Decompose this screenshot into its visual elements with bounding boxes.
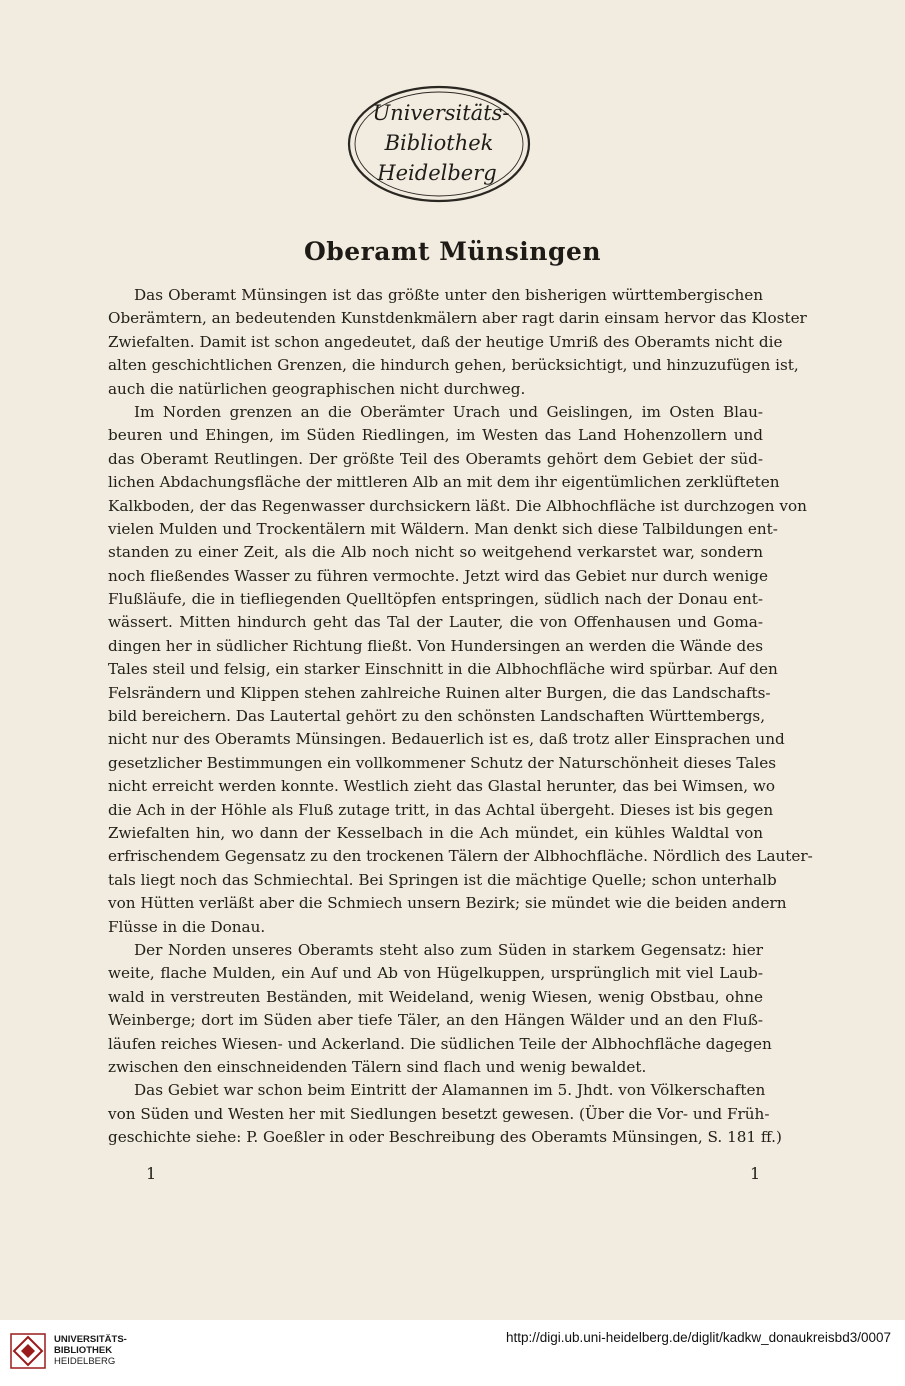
text-line: Zwiefalten hin, wo dann der Kesselbach in die Ach mündet, ein kühles Waldtal von <box>108 823 763 842</box>
text-line: die Ach in der Höhle als Fluß zutage tritt, in das Achtal übergeht. Dieses ist bis gegen <box>108 800 774 819</box>
stamp-line-1: Universitäts- <box>372 101 510 125</box>
library-logo-text[interactable] <box>54 1334 127 1367</box>
text-line: Flußläufe, die in tiefliegenden Quelltöpfen entspringen, südlich nach der Donau ent- <box>108 590 763 609</box>
text-line: Kalkboden, der das Regenwasser durchsickern läßt. Die Albhochfläche ist durchzogen von <box>108 496 807 515</box>
text-line: beuren und Ehingen, im Süden Riedlingen, im Westen das Land Hohenzollern und <box>108 426 763 445</box>
page-title: Oberamt Münsingen <box>303 237 602 266</box>
stamp-line-3: Heidelberg <box>377 161 497 185</box>
text-line: auch die natürlichen geographischen nicht durchweg. <box>108 379 526 398</box>
text-line: gesetzlicher Bestimmungen ein vollkommener Schutz der Naturschönheit dieses Tales <box>108 753 777 772</box>
body-text <box>108 284 813 1149</box>
stamp-line-2: Bibliothek <box>384 131 494 155</box>
text-line: das Oberamt Reutlingen. Der größte Teil des Oberamts gehört dem Gebiet der süd- <box>108 449 763 468</box>
page-number-left: 1 <box>146 1164 157 1183</box>
text-line: lichen Abdachungsfläche der mittleren Alb an mit dem ihr eigentümlichen zerklüfteten <box>108 473 780 492</box>
text-line: Weinberge; dort im Süden aber tiefe Täler, an den Hängen Wälder und an den Fluß- <box>108 1011 763 1030</box>
text-line: Der Norden unseres Oberamts steht also zum Süden in starkem Gegensatz: hier <box>134 940 763 959</box>
text-line: geschichte siehe: P. Goeßler in oder Beschreibung des Oberamts Münsingen, S. 181 ff.) <box>108 1128 782 1147</box>
text-line: nicht nur des Oberamts Münsingen. Bedauerlich ist es, daß trotz aller Einsprachen und <box>108 730 785 749</box>
text-line: Oberämtern, an bedeutenden Kunstdenkmälern aber ragt darin einsam hervor das Kloster <box>108 309 807 328</box>
text-line: wässert. Mitten hindurch geht das Tal der Lauter, die von Offenhausen und Goma- <box>108 613 763 632</box>
text-line: vielen Mulden und Trockentälern mit Wäldern. Man denkt sich diese Talbildungen ent- <box>108 519 778 538</box>
text-line: läufen reiches Wiesen- und Ackerland. Die südlichen Teile der Albhochfläche dagegen <box>108 1034 772 1053</box>
page-number-right: 1 <box>750 1164 761 1183</box>
text-line: weite, flache Mulden, ein Auf und Ab von Hügelkuppen, ursprünglich mit viel Laub- <box>108 964 763 983</box>
text-line: bild bereichern. Das Lautertal gehört zu den schönsten Landschaften Württembergs, <box>108 707 766 726</box>
text-line: nicht erreicht werden konnte. Westlich zieht das Glastal herunter, das bei Wimsen, wo <box>108 777 776 796</box>
library-logo-icon[interactable] <box>10 1333 46 1369</box>
text-line: alten geschichtlichen Grenzen, die hindurch gehen, berücksichtigt, und hinzuzufügen ist, <box>108 356 799 375</box>
permalink-url[interactable]: http://digi.ub.uni-heidelberg.de/diglit/kadkw_donaukreisbd3/0007 <box>505 1330 891 1345</box>
text-line: Zwiefalten. Damit ist schon angedeutet, daß der heutige Umriß des Oberamts nicht die <box>108 332 783 351</box>
text-line: dingen her in südlicher Richtung fließt. Von Hundersingen an werden die Wände des <box>108 636 763 655</box>
text-line: wald in verstreuten Beständen, mit Weideland, wenig Wiesen, wenig Obstbau, ohne <box>108 987 763 1006</box>
text-line: Felsrändern und Klippen stehen zahlreiche Ruinen alter Burgen, die das Landschafts- <box>108 683 771 702</box>
text-line: Das Oberamt Münsingen ist das größte unter den bisherigen württembergischen <box>134 286 763 304</box>
text-line: Das Gebiet war schon beim Eintritt der Alamannen im 5. Jhdt. von Völkerschaften <box>134 1081 766 1100</box>
text-line: erfrischendem Gegensatz zu den trockenen Tälern der Albhochfläche. Nördlich des Lauter- <box>108 847 813 866</box>
logo-line-2: BIBLIOTHEK <box>54 1345 113 1356</box>
text-line: von Süden und Westen her mit Siedlungen besetzt gewesen. (Über die Vor- und Früh- <box>108 1104 770 1123</box>
text-line: zwischen den einschneidenden Tälern sind flach und wenig bewaldet. <box>108 1057 647 1076</box>
text-line: von Hütten verläßt aber die Schmiech unsern Bezirk; sie mündet wie die beiden andern <box>108 894 787 913</box>
text-line: standen zu einer Zeit, als die Alb noch nicht so weitgehend verkarstet war, sondern <box>108 543 763 562</box>
logo-line-1: UNIVERSITÄTS- <box>54 1334 127 1345</box>
text-line: noch fließendes Wasser zu führen vermochte. Jetzt wird das Gebiet nur durch wenige <box>108 566 768 585</box>
library-stamp <box>344 82 534 206</box>
text-line: tals liegt noch das Schmiechtal. Bei Springen ist die mächtige Quelle; schon unterhalb <box>108 870 777 889</box>
text-line: Tales steil und felsig, ein starker Einschnitt in die Albhochfläche wird spürbar. Auf den <box>108 660 778 679</box>
logo-line-3: HEIDELBERG <box>54 1356 116 1367</box>
text-line: Flüsse in die Donau. <box>108 917 266 936</box>
text-line: Im Norden grenzen an die Oberämter Urach und Geislingen, im Osten Blau- <box>134 402 763 421</box>
